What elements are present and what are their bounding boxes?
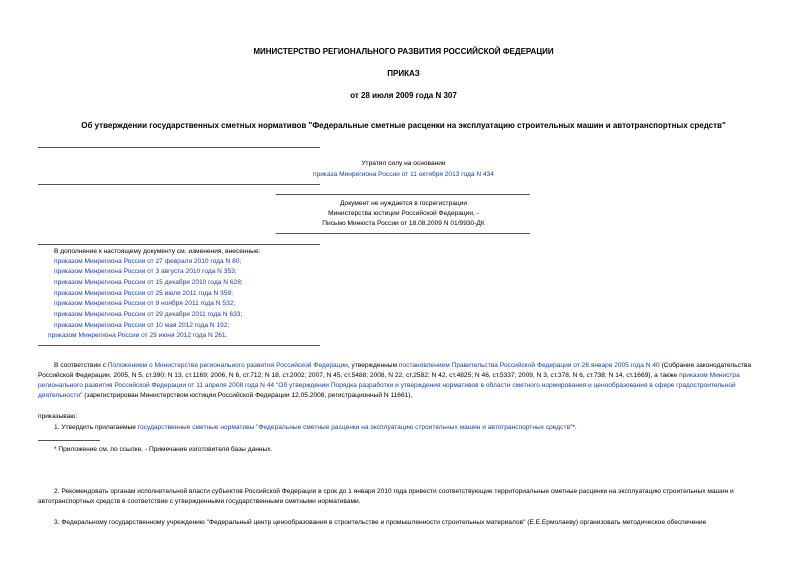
status-note-link[interactable]: приказа Минрегиона России от 11 октября 2013 года N 434 (313, 171, 494, 178)
divider (276, 233, 530, 234)
amendment-link[interactable]: приказом Минрегиона России от 10 мая 2012 года N 192; (54, 322, 230, 329)
doc-type: ПРИКАЗ (387, 69, 420, 78)
preamble-text: В соответствии с (54, 362, 108, 369)
divider (38, 147, 320, 148)
norms-link[interactable]: государственные сметные нормативы "Федеральные сметные расценки на эксплуатацию строительных машин и автотранспортных средств" (137, 424, 573, 431)
status-note-text: Утратил силу на основании (361, 160, 446, 167)
item-1-text: 1. Утвердить прилагаемые (54, 424, 138, 431)
registration-line-2: Министерства юстиции Российской Федерации, - (328, 210, 479, 217)
amendment-link[interactable]: приказом Минрегиона России от 15 декабря 2010 года N 628; (54, 279, 243, 286)
registration-line-1: Документ не нуждается в госрегистрации (339, 200, 468, 207)
ministry-title: МИНИСТЕРСТВО РЕГИОНАЛЬНОГО РАЗВИТИЯ РОССИЙСКОЙ ФЕДЕРАЦИИ (253, 47, 554, 56)
preamble-text: (зарегистрирован Министерством юстиции Российской Федерации 12.05.2008, регистрационный N 11661), (82, 392, 413, 399)
preamble-text: (Собрание законодательства Российской Федерации, 2005, N 5, ст.390; N 13, ст.1169; 2006, N 6, ст.712; N 18, ст.2002; 2007, N 45, ст.5488; 2008, N 22, ст.2582; N 42, ст.4825; N 46, ст.5337; 2009, N 3, ст.378, N 6, ст.738; N 14, ст.1669), а также (38, 362, 752, 379)
preamble-text: , утвержденным (347, 362, 399, 369)
amendments-intro: В дополнение к настоящему документу см. изменения, внесенные: (54, 248, 261, 255)
divider (38, 184, 320, 185)
registration-line-3: Письмо Минюста России от 18.08.2009 N 01/9930-ДК (322, 220, 485, 227)
amendment-link[interactable]: приказом Минрегиона России от 27 февраля 2010 года N 80; (54, 258, 242, 265)
divider (38, 244, 320, 245)
amendment-link[interactable]: приказом Минрегиона России от 25 июля 2011 года N 359; (54, 290, 233, 297)
doc-date-number: от 28 июля 2009 года N 307 (350, 91, 457, 100)
amendment-link[interactable]: приказом Минрегиона России от 29 декабря 2011 года N 633; (54, 311, 243, 318)
amendment-link[interactable]: приказом Минрегиона России от 3 августа 2010 года N 353; (54, 268, 237, 275)
divider (38, 345, 320, 346)
regulation-link[interactable]: Положением о Министерстве регионального развития Российской Федерации (107, 362, 348, 369)
amendment-link[interactable]: приказом Минрегиона России от 29 июня 2012 года N 261. (48, 332, 228, 339)
item-3: 3. Федеральному государственному учреждению "Федеральный центр ценообразования в строительстве и промышленности строительных материалов" (Е.Е.Ермолаеву) организовать методическое обеспечение (54, 519, 707, 526)
preamble-paragraph (38, 361, 770, 401)
government-decree-link[interactable]: постановлением Правительства Российской Федерации от 26 января 2005 года N 40 (398, 362, 660, 369)
doc-subject: Об утверждении государственных сметных нормативов "Федеральные сметные расценки на эксплуатацию строительных машин и автотранспортных средств" (81, 121, 726, 130)
amendment-link[interactable]: приказом Минрегиона России от 9 ноября 2011 года N 532; (54, 300, 236, 307)
minister-order-link[interactable]: приказом Министра регионального развития Российской Федерации от 11 апреля 2008 года N 44 "Об утверждении Порядка разработки и утверждения нормативов в области сметного нормирования и ценообразования в сфере градостроительной деятельности" (38, 372, 740, 399)
footnote-divider (38, 440, 100, 441)
divider (276, 194, 530, 195)
order-word: приказываю: (38, 413, 78, 420)
item-1 (54, 423, 577, 432)
item-2: 2. Рекомендовать органам исполнительной власти субъектов Российской Федерации в срок до 1 января 2010 года привести соответствующие территориальные сметные расценки на эксплуатацию строительных машин и автотранспортных средств в соответствие с утвержденными государственными сметными нормативами. (38, 488, 734, 505)
item-1-text: *. (572, 424, 577, 431)
footnote: * Приложение см. по ссылке. - Примечание изготовителя базы данных. (54, 446, 273, 453)
